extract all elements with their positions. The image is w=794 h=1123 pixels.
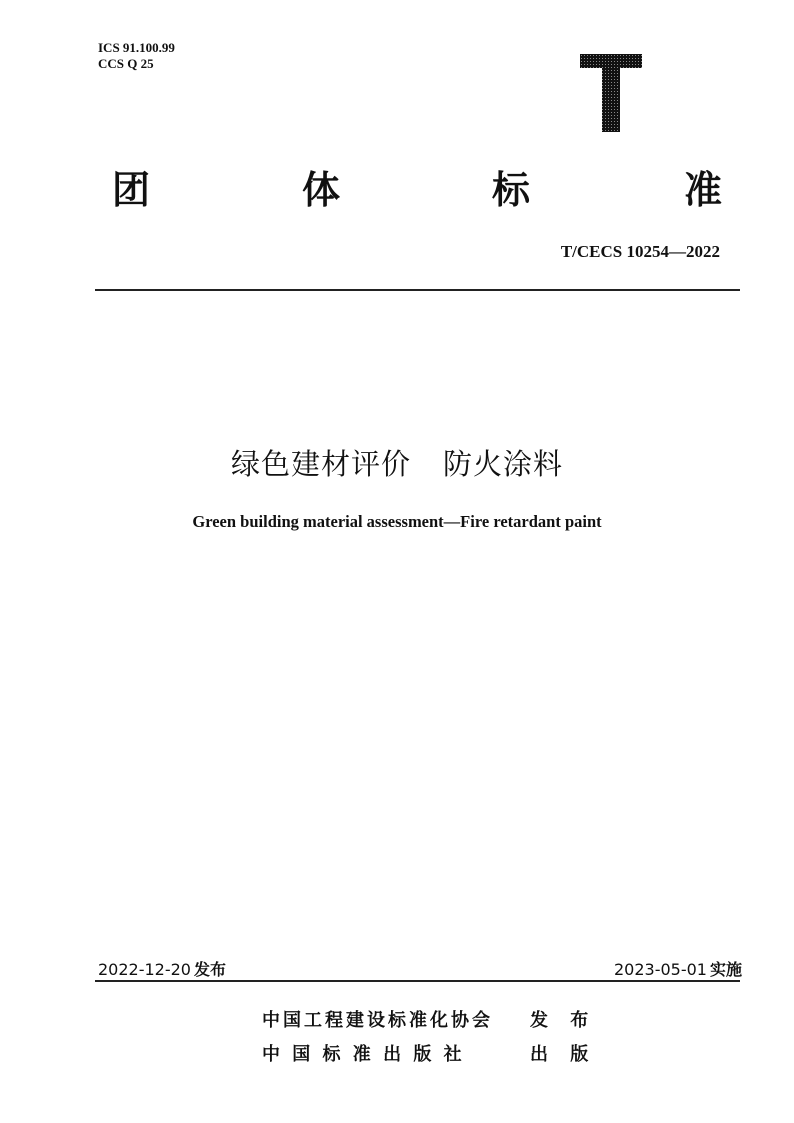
standard-type-char: 团 <box>112 168 151 212</box>
standard-type-t-logo-icon <box>580 54 642 132</box>
issue-label: 发布 <box>193 960 226 979</box>
standard-number: T/CECS 10254—2022 <box>560 242 720 261</box>
standard-type-char: 准 <box>684 168 723 212</box>
implement-date: 2023-05-01 <box>614 960 707 979</box>
ics-code: ICS 91.100.99 <box>98 40 175 55</box>
title-english: Green building material assessment—Fire retardant paint <box>192 512 602 531</box>
publisher-row <box>262 1006 597 1032</box>
publisher-action: 发 布 <box>530 1010 597 1031</box>
issue-date-line <box>98 957 226 980</box>
title-chinese <box>0 442 794 483</box>
implement-date-line <box>614 957 742 980</box>
publisher-name: 中国工程建设标准化协会 <box>262 1010 493 1031</box>
implement-label: 实施 <box>709 960 742 979</box>
issue-date: 2022-12-20 <box>98 960 191 979</box>
standard-type-char: 体 <box>302 168 341 212</box>
classification-codes <box>98 40 175 72</box>
standard-type-char: 标 <box>492 168 531 212</box>
publisher-action: 出 版 <box>530 1044 597 1065</box>
title-chinese-part2: 防火涂料 <box>443 447 564 481</box>
header-divider <box>95 289 740 291</box>
standard-type-title <box>112 168 728 212</box>
title-chinese-part1: 绿色建材评价 <box>230 447 411 481</box>
publisher-name: 中 国 标 准 出 版 社 <box>262 1044 465 1065</box>
footer-divider <box>95 980 740 982</box>
publisher-row <box>262 1040 597 1066</box>
ccs-code: CCS Q 25 <box>98 56 154 71</box>
